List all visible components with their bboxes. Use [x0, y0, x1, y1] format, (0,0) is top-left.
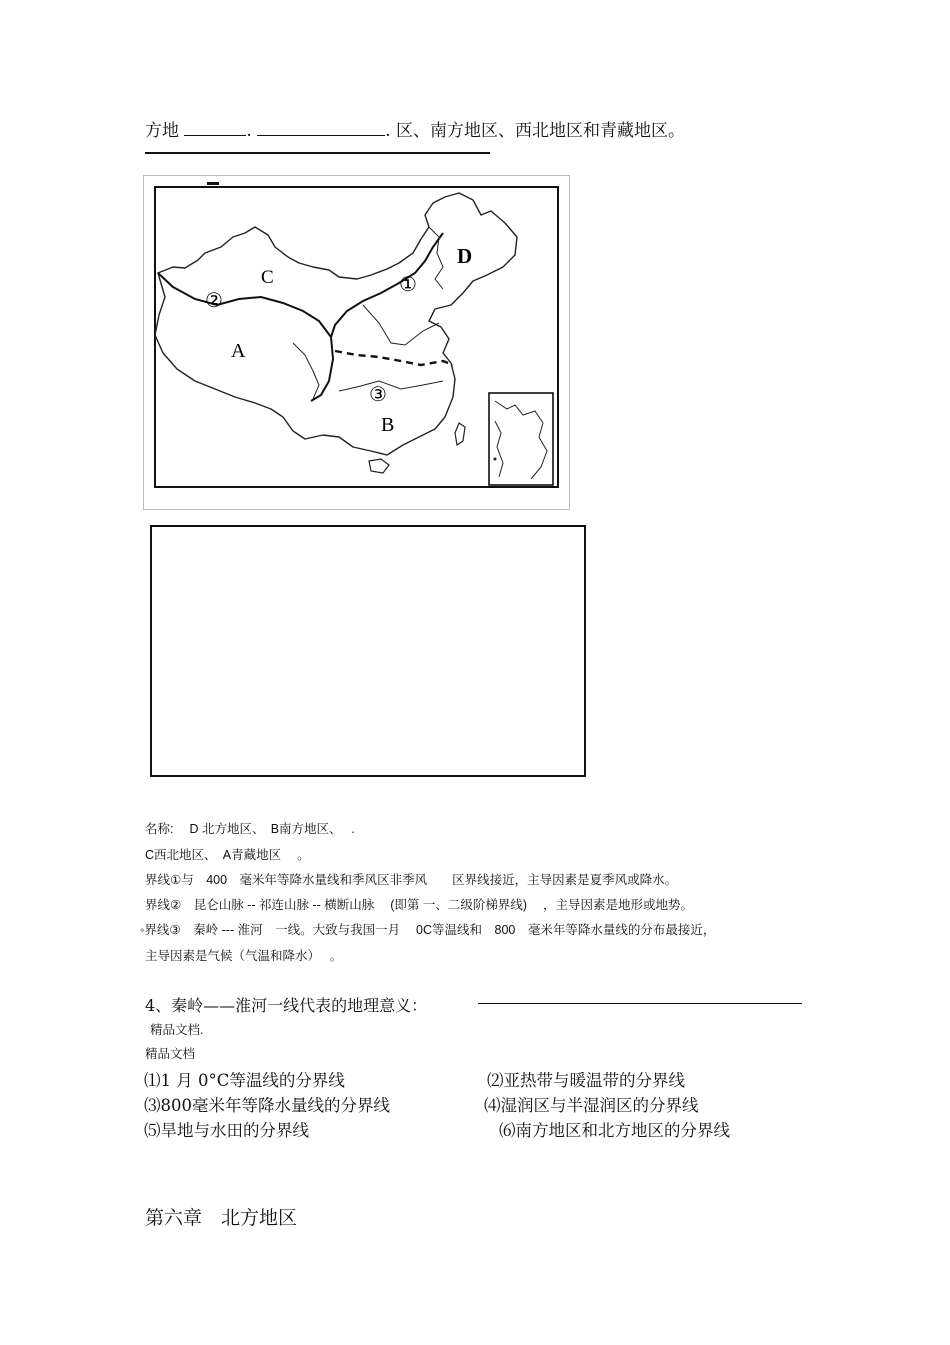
sentence-prefix: 方地: [145, 121, 179, 141]
answer-box[interactable]: [150, 525, 586, 777]
region-label-c: C: [261, 267, 274, 288]
answer-blank-2[interactable]: [257, 121, 385, 136]
boundary-label-1: ①: [399, 272, 417, 296]
region-label-d: D: [457, 244, 473, 268]
fill-in-sentence: [145, 116, 685, 141]
horizontal-rule: [145, 152, 490, 154]
meaning-item-2: ⑵亚热带与暖温带的分界线: [487, 1071, 685, 1090]
sentence-sep: .: [246, 121, 252, 141]
note-boundary-1: 界线①与 400 毫米年等降水量线和季风区非季风 区界线接近，主导因素是夏季风或降水。: [145, 873, 678, 887]
south-china-sea-inset: [489, 393, 553, 485]
note-names-1: 名称: D 北方地区、 B南方地区、 .: [145, 822, 355, 836]
question-4: 4、秦岭——淮河一线代表的地理意义：: [145, 996, 428, 1015]
answer-blank-1[interactable]: [184, 121, 246, 136]
meaning-item-6: ⑹南方地区和北方地区的分界线: [499, 1121, 730, 1140]
note-names-2: C西北地区、 A青藏地区 。: [145, 848, 310, 862]
region-label-a: A: [231, 340, 246, 362]
meaning-item-3: ⑶800毫米年等降水量线的分界线: [144, 1096, 390, 1115]
watermark-1: 精品文档.: [150, 1023, 204, 1037]
region-label-b: B: [381, 414, 395, 436]
boundary-label-3: ③: [369, 382, 387, 406]
boundary-label-2: ②: [205, 288, 223, 312]
note-boundary-3: ◦界线③ 秦岭 --- 淮河 一线。大致与我国一月 0C等温线和 800 毫米年等降水量线的分布最接近，: [140, 923, 716, 937]
note-boundary-2: 界线② 昆仑山脉 -- 祁连山脉 -- 横断山脉 (即第 一、二级阶梯界线) ，主导因素是地形或地势。: [145, 898, 693, 912]
sentence-suffix: . 区、南方地区、西北地区和青藏地区。: [385, 121, 686, 141]
watermark-2: 精品文档: [145, 1047, 196, 1061]
china-regions-map: [143, 175, 570, 510]
question-4-answer-line[interactable]: [478, 1003, 802, 1004]
note-boundary-3-factor: 主导因素是气候（气温和降水） 。: [145, 949, 343, 963]
meaning-item-1: ⑴1 月 0°C等温线的分界线: [144, 1071, 345, 1090]
meaning-item-5: ⑸旱地与水田的分界线: [144, 1121, 309, 1140]
chapter-title: 第六章 北方地区: [145, 1207, 298, 1229]
meaning-item-4: ⑷湿润区与半湿润区的分界线: [484, 1096, 699, 1115]
